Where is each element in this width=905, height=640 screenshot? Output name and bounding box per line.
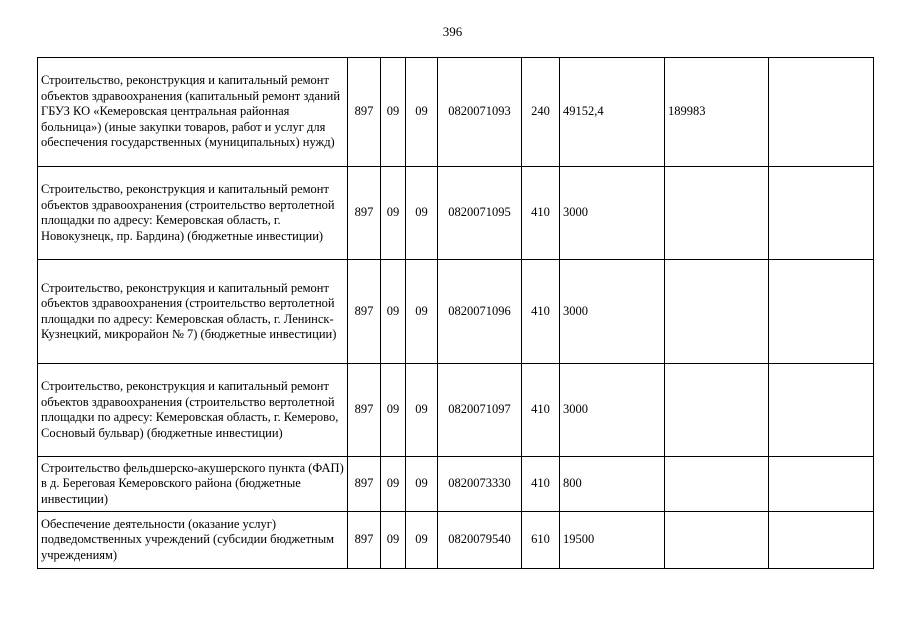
amount-year-3 (769, 58, 874, 167)
section-code: 09 (381, 260, 406, 364)
ministry-code: 897 (348, 58, 381, 167)
amount-year-2 (665, 512, 769, 569)
amount-year-3 (769, 260, 874, 364)
target-article-code: 0820071097 (438, 364, 522, 457)
subsection-code: 09 (406, 167, 438, 260)
amount-year-3 (769, 167, 874, 260)
ministry-code: 897 (348, 260, 381, 364)
amount-year-2 (665, 457, 769, 512)
ministry-code: 897 (348, 457, 381, 512)
amount-year-3 (769, 364, 874, 457)
expense-type-code: 240 (522, 58, 560, 167)
expense-type-code: 410 (522, 457, 560, 512)
row-description: Строительство фельдшерско-акушерского пункта (ФАП) в д. Береговая Кемеровского района (бюджетные инвестиции) (38, 457, 348, 512)
amount-year-3 (769, 512, 874, 569)
budget-table (37, 57, 874, 569)
subsection-code: 09 (406, 364, 438, 457)
expense-type-code: 410 (522, 364, 560, 457)
section-code: 09 (381, 457, 406, 512)
amount-year-2 (665, 364, 769, 457)
row-description: Обеспечение деятельности (оказание услуг) подведомственных учреждений (субсидии бюджетным учреждениям) (38, 512, 348, 569)
expense-type-code: 410 (522, 260, 560, 364)
expense-type-code: 410 (522, 167, 560, 260)
ministry-code: 897 (348, 364, 381, 457)
section-code: 09 (381, 512, 406, 569)
section-code: 09 (381, 167, 406, 260)
table-row (38, 58, 874, 167)
table-row (38, 364, 874, 457)
amount-year-1: 19500 (560, 512, 665, 569)
table-row (38, 512, 874, 569)
table-row (38, 457, 874, 512)
amount-year-2 (665, 167, 769, 260)
ministry-code: 897 (348, 167, 381, 260)
amount-year-1: 3000 (560, 364, 665, 457)
row-description: Строительство, реконструкция и капитальный ремонт объектов здравоохранения (строительство вертолетной площадки по адресу: Кемеровская область, г. Новокузнецк, пр. Бардина) (бюджетные инвестиции) (38, 167, 348, 260)
table-row (38, 167, 874, 260)
target-article-code: 0820071096 (438, 260, 522, 364)
target-article-code: 0820071093 (438, 58, 522, 167)
row-description: Строительство, реконструкция и капитальный ремонт объектов здравоохранения (строительство вертолетной площадки по адресу: Кемеровская область, г. Ленинск-Кузнецкий, микрорайон № 7) (бюджетные инвестиции) (38, 260, 348, 364)
table-row (38, 260, 874, 364)
amount-year-1: 3000 (560, 167, 665, 260)
amount-year-1: 3000 (560, 260, 665, 364)
row-description: Строительство, реконструкция и капитальный ремонт объектов здравоохранения (строительство вертолетной площадки по адресу: Кемеровская область, г. Кемерово, Сосновый бульвар) (бюджетные инвестиции) (38, 364, 348, 457)
target-article-code: 0820079540 (438, 512, 522, 569)
subsection-code: 09 (406, 457, 438, 512)
subsection-code: 09 (406, 58, 438, 167)
amount-year-1: 49152,4 (560, 58, 665, 167)
subsection-code: 09 (406, 512, 438, 569)
target-article-code: 0820071095 (438, 167, 522, 260)
amount-year-2: 189983 (665, 58, 769, 167)
ministry-code: 897 (348, 512, 381, 569)
page-number: 396 (442, 24, 463, 39)
amount-year-1: 800 (560, 457, 665, 512)
target-article-code: 0820073330 (438, 457, 522, 512)
amount-year-2 (665, 260, 769, 364)
amount-year-3 (769, 457, 874, 512)
section-code: 09 (381, 364, 406, 457)
expense-type-code: 610 (522, 512, 560, 569)
subsection-code: 09 (406, 260, 438, 364)
row-description: Строительство, реконструкция и капитальный ремонт объектов здравоохранения (капитальный ремонт зданий ГБУЗ КО «Кемеровская центральная районная больница») (иные закупки товаров, работ и услуг для обеспечения государственных (муниципальных) нужд) (38, 58, 348, 167)
section-code: 09 (381, 58, 406, 167)
